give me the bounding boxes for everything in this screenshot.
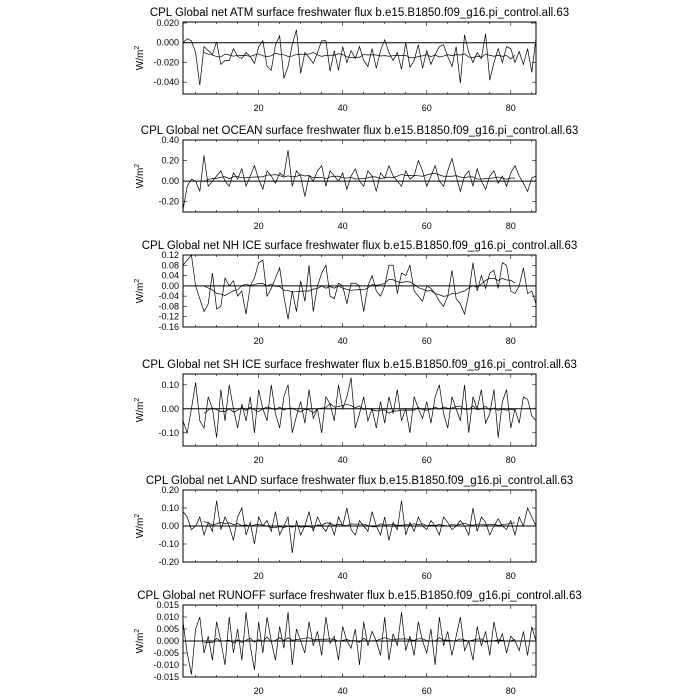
x-tick-label: 60 (421, 455, 432, 465)
y-axis-label-unit: W/m (135, 49, 146, 71)
x-tick-label: 80 (505, 571, 516, 581)
y-tick-label: 0.20 (161, 155, 179, 166)
y-tick-label: 0.04 (161, 270, 179, 281)
running-mean-line (204, 52, 515, 58)
y-axis-label (134, 514, 146, 539)
y-axis-label-exponent: 2 (134, 278, 141, 283)
panel-1 (134, 125, 578, 231)
x-tick-label: 60 (421, 103, 432, 113)
y-tick-label: 0.10 (161, 379, 179, 390)
x-tick-label: 80 (505, 686, 516, 696)
y-tick-label: 0.00 (161, 403, 179, 414)
x-tick-label: 80 (505, 336, 516, 346)
y-axis-label (134, 164, 146, 189)
y-tick-label: -0.005 (153, 648, 179, 658)
y-tick-label: -0.040 (153, 77, 179, 88)
y-tick-label: -0.015 (153, 672, 179, 682)
y-tick-label: 0.12 (161, 250, 179, 260)
y-tick-label: 0.00 (161, 280, 179, 291)
y-tick-label: 0.010 (156, 612, 179, 622)
y-tick-label: -0.020 (153, 57, 179, 68)
x-tick-label: 60 (421, 221, 432, 231)
annual-series-line (183, 255, 536, 319)
annual-series-line (183, 501, 536, 553)
plot-frame (183, 374, 536, 446)
y-tick-label: 0.00 (161, 521, 179, 531)
y-tick-label: 0.015 (156, 600, 179, 610)
panel-5 (134, 590, 582, 696)
y-axis-label (134, 398, 146, 423)
y-tick-label: 0.20 (161, 485, 179, 495)
y-axis-label-unit: W/m (135, 167, 146, 189)
panel-3 (134, 359, 577, 465)
y-tick-label: 0.40 (161, 135, 179, 145)
x-tick-label: 40 (337, 455, 348, 465)
y-axis-label-exponent: 2 (134, 628, 141, 633)
y-tick-label: -0.12 (158, 311, 179, 322)
y-axis-label (134, 629, 146, 654)
x-tick-label: 60 (421, 571, 432, 581)
y-tick-label: -0.010 (153, 660, 179, 670)
y-tick-label: 0.000 (156, 37, 179, 48)
y-tick-label: -0.10 (158, 539, 179, 549)
x-tick-label: 20 (253, 221, 264, 231)
x-tick-label: 20 (253, 571, 264, 581)
y-axis-label-unit: W/m (135, 517, 146, 539)
x-tick-label: 40 (337, 221, 348, 231)
panel-title: CPL Global net SH ICE surface freshwater flux b.e15.B1850.f09_g16.pi_control.all.63 (142, 359, 577, 371)
panel-title: CPL Global net ATM surface freshwater flux b.e15.B1850.f09_g16.pi_control.all.63 (149, 7, 570, 19)
x-tick-label: 20 (253, 103, 264, 113)
y-tick-label: 0.000 (156, 636, 179, 646)
y-tick-label: 0.005 (156, 624, 179, 634)
y-tick-label: -0.08 (158, 301, 179, 312)
y-axis-label-exponent: 2 (134, 45, 141, 50)
y-tick-label: -0.20 (158, 557, 179, 567)
y-axis-label-exponent: 2 (134, 513, 141, 518)
annual-series-line (183, 612, 536, 674)
y-axis-label (134, 46, 146, 71)
x-tick-label: 60 (421, 686, 432, 696)
y-tick-label: 0.00 (161, 176, 179, 187)
panel-title: CPL Global net OCEAN surface freshwater flux b.e15.B1850.f09_g16.pi_control.all.63 (140, 125, 579, 137)
y-axis-label-exponent: 2 (134, 397, 141, 402)
plot-frame (183, 22, 536, 94)
y-axis-label-unit: W/m (135, 401, 146, 423)
x-tick-label: 80 (505, 103, 516, 113)
y-tick-label: -0.04 (158, 291, 179, 302)
y-tick-label: 0.08 (161, 260, 179, 271)
panel-4 (134, 475, 573, 581)
y-tick-label: -0.20 (158, 196, 179, 207)
panel-title: CPL Global net NH ICE surface freshwater flux b.e15.B1850.f09_g16.pi_control.all.63 (141, 240, 578, 252)
panel-2 (134, 240, 577, 346)
x-tick-label: 40 (337, 103, 348, 113)
x-tick-label: 80 (505, 221, 516, 231)
x-tick-label: 40 (337, 336, 348, 346)
y-axis-label-unit: W/m (135, 632, 146, 654)
panel-title: CPL Global net LAND surface freshwater flux b.e15.B1850.f09_g16.pi_control.all.63 (145, 475, 574, 487)
x-tick-label: 40 (337, 571, 348, 581)
x-tick-label: 20 (253, 455, 264, 465)
y-tick-label: -0.10 (158, 427, 179, 438)
x-tick-label: 40 (337, 686, 348, 696)
x-tick-label: 20 (253, 686, 264, 696)
y-axis-label-exponent: 2 (134, 163, 141, 168)
panel-0 (134, 7, 569, 113)
x-tick-label: 20 (253, 336, 264, 346)
y-axis-label (134, 279, 146, 304)
panel-title: CPL Global net RUNOFF surface freshwater flux b.e15.B1850.f09_g16.pi_control.all.63 (137, 590, 582, 602)
x-tick-label: 60 (421, 336, 432, 346)
x-tick-label: 80 (505, 455, 516, 465)
y-tick-label: 0.10 (161, 503, 179, 513)
y-axis-label-unit: W/m (135, 282, 146, 304)
y-tick-label: 0.020 (156, 17, 179, 28)
y-tick-label: -0.16 (158, 322, 179, 332)
annual-series-line (183, 150, 536, 210)
